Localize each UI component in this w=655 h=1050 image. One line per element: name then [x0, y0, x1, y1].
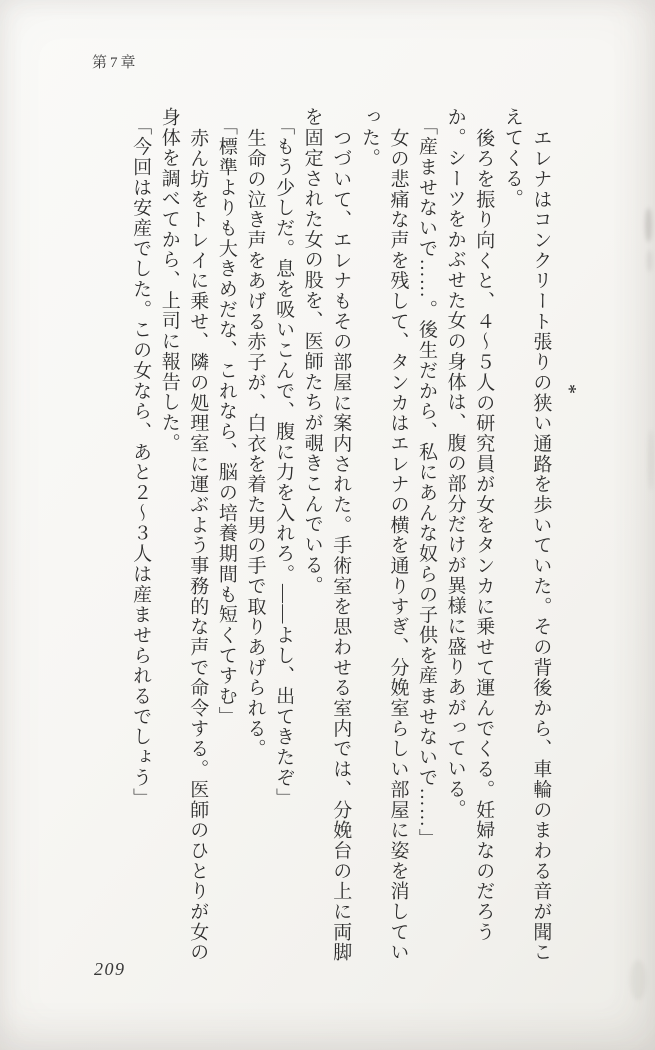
paragraph: つづいて、エレナもその部屋に案内された。手術室を思わせる室内では、分娩台の上に両脚を固定された女の股を、医師たちが覗きこんでいる。 [301, 107, 352, 963]
scan-artifact [630, 960, 646, 1000]
paragraph: 生命の泣き声をあげる赤子が、白衣を着た男の手で取りあげられる。 [244, 128, 266, 759]
chapter-header: 第7章 [92, 55, 139, 71]
paragraph: 「今回は安産でした。この女なら、あと２～３人は産ませられるでしょう」 [130, 116, 152, 808]
paragraph: 「標準よりも大きめだな、これなら、脳の培養期間も短くてすむ」 [215, 116, 237, 727]
scan-artifact [647, 250, 652, 272]
paragraph: 女の悲痛な声を残して、タンカはエレナの横を通りすぎ、分娩室らしい部屋に姿を消していった。 [358, 107, 409, 963]
scan-artifact [645, 208, 652, 242]
scan-artifact [648, 430, 654, 490]
paragraph: 赤ん坊をトレイに乗せ、隣の処理室に運ぶよう事務的な声で命令する。医師のひとりが女の身体を調べてから、上司に報告した。 [158, 107, 209, 963]
page-number: 209 [94, 959, 126, 979]
vertical-text-block [121, 107, 583, 964]
paragraph: 後ろを振り向くと、４～５人の研究員が女をタンカに乗せて運んでくる。妊婦なのだろうか。シーツをかぶせた女の身体は、腹の部分だけが異様に盛りあがっている。 [444, 107, 495, 942]
section-divider: * [558, 384, 580, 394]
paragraph: エレナはコンクリート張りの狭い通路を歩いていた。その背後から、車輪のまわる音が聞こえてくる。 [501, 107, 552, 963]
paragraph: 「産ませないで……。後生だから、私にあんな奴らの子供を産ませないで……」 [416, 116, 438, 849]
paragraph: 「もう少しだ。息を吸いこんで、腹に力を入れろ。――よし、出てきたぞ」 [273, 116, 295, 808]
